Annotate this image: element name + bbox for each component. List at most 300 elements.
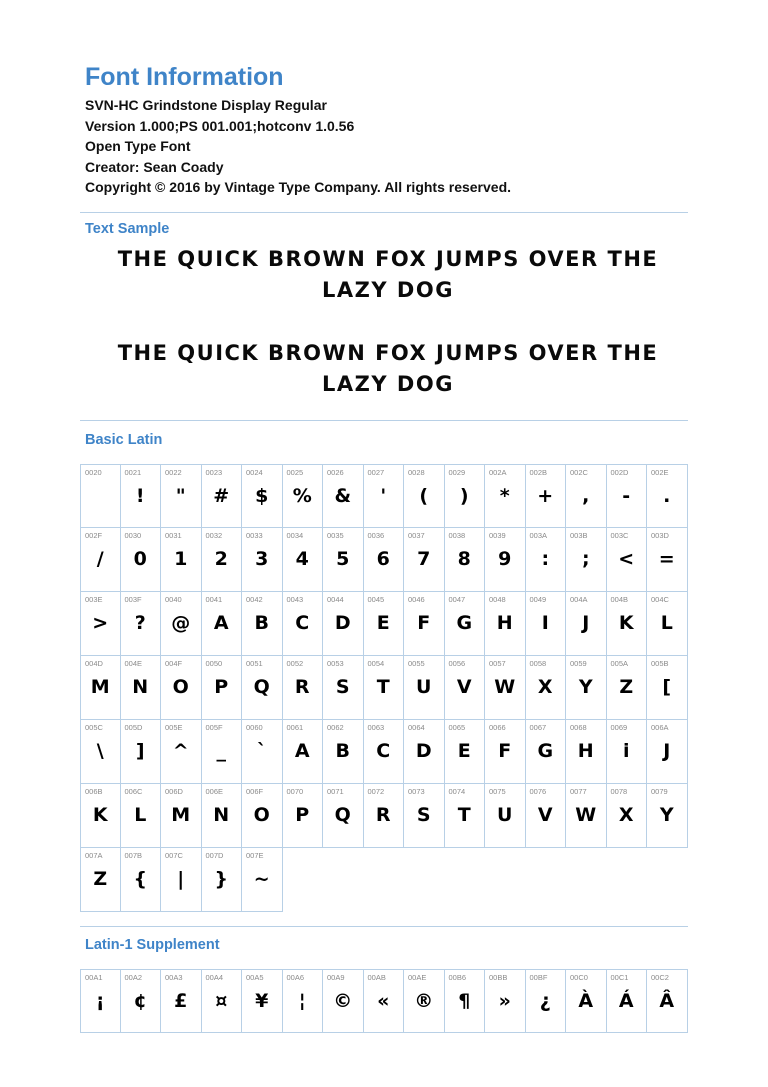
glyph-cell bbox=[445, 969, 486, 1033]
glyph-code: 005C bbox=[85, 722, 103, 732]
glyph-sample: S bbox=[416, 803, 431, 826]
glyph-sample: 6 bbox=[376, 547, 390, 570]
glyph-cell bbox=[566, 784, 607, 848]
glyph-cell bbox=[242, 848, 283, 912]
glyph-sample: i bbox=[622, 739, 630, 762]
glyph-code: 0057 bbox=[489, 658, 506, 668]
glyph-code: 0067 bbox=[529, 722, 547, 732]
glyph-cell bbox=[607, 969, 648, 1033]
glyph-sample: H bbox=[577, 739, 594, 762]
basic-latin-grid bbox=[80, 464, 688, 912]
glyph-sample: O bbox=[253, 803, 270, 826]
glyph-sample: N bbox=[213, 803, 230, 826]
glyph-sample: J bbox=[582, 611, 590, 634]
font-name: SVN-HC Grindstone Display Regular bbox=[85, 97, 327, 113]
glyph-cell bbox=[242, 528, 283, 592]
glyph-sample: £ bbox=[174, 989, 188, 1012]
glyph-code: 005E bbox=[165, 722, 183, 732]
glyph-cell bbox=[364, 464, 405, 528]
glyph-code: 004A bbox=[570, 594, 588, 604]
glyph-cell bbox=[202, 592, 243, 656]
glyph-code: 0029 bbox=[448, 467, 466, 477]
glyph-cell bbox=[566, 528, 607, 592]
glyph-code: 00AE bbox=[408, 972, 427, 982]
glyph-sample: E bbox=[457, 739, 471, 762]
glyph-cell bbox=[364, 592, 405, 656]
sample-line: THE QUICK BROWN FOX JUMPS OVER THE bbox=[117, 246, 659, 271]
glyph-code: 007B bbox=[124, 850, 143, 860]
glyph-cell bbox=[202, 656, 243, 720]
glyph-sample: C bbox=[295, 611, 310, 634]
glyph-sample: P bbox=[295, 803, 310, 826]
glyph-sample: V bbox=[456, 675, 472, 698]
glyph-code: 002B bbox=[529, 467, 548, 477]
glyph-cell bbox=[566, 464, 607, 528]
glyph-cell bbox=[607, 464, 648, 528]
glyph-cell bbox=[364, 720, 405, 784]
glyph-code: 0037 bbox=[408, 530, 425, 540]
glyph-cell bbox=[80, 784, 121, 848]
glyph-cell bbox=[161, 528, 202, 592]
glyph-code: 006B bbox=[85, 786, 103, 796]
glyph-sample: 3 bbox=[255, 547, 269, 570]
glyph-cell bbox=[526, 656, 567, 720]
glyph-sample: Z bbox=[93, 867, 108, 890]
font-version: Version 1.000;PS 001.001;hotconv 1.0.56 bbox=[85, 117, 355, 134]
glyph-sample: J bbox=[663, 739, 671, 762]
glyph-code: 0071 bbox=[327, 786, 344, 796]
glyph-sample: ? bbox=[134, 611, 146, 634]
glyph-cell bbox=[161, 720, 202, 784]
glyph-sample: $ bbox=[255, 484, 269, 507]
glyph-code: 0069 bbox=[610, 722, 628, 732]
glyph-cell bbox=[445, 656, 486, 720]
glyph-sample: « bbox=[377, 989, 390, 1012]
glyph-code: 0078 bbox=[610, 786, 628, 796]
glyph-code: 00BF bbox=[529, 972, 548, 982]
glyph-sample: ) bbox=[459, 484, 469, 507]
glyph-cell bbox=[607, 784, 648, 848]
glyph-sample: ( bbox=[419, 484, 429, 507]
glyph-sample: < bbox=[618, 547, 635, 570]
glyph-sample: # bbox=[213, 484, 230, 507]
glyph-code: 0070 bbox=[286, 786, 304, 796]
glyph-sample: G bbox=[537, 739, 554, 762]
glyph-code: 005F bbox=[205, 722, 223, 732]
glyph-cell bbox=[445, 784, 486, 848]
glyph-code: 003A bbox=[529, 530, 548, 540]
glyph-sample: & bbox=[334, 484, 352, 507]
glyph-code: 0028 bbox=[408, 467, 425, 477]
text-sample-block bbox=[80, 244, 688, 400]
glyph-cell bbox=[80, 848, 121, 912]
glyph-code: 0024 bbox=[246, 467, 263, 477]
glyph-sample: ' bbox=[380, 484, 387, 507]
glyph-cell bbox=[283, 656, 324, 720]
glyph-code: 0051 bbox=[246, 658, 263, 668]
glyph-sample: ; bbox=[581, 547, 590, 570]
glyph-cell bbox=[161, 969, 202, 1033]
sample-line: LAZY DOG bbox=[322, 277, 454, 302]
glyph-cell bbox=[323, 720, 364, 784]
glyph-sample: B bbox=[335, 739, 350, 762]
glyph-cell bbox=[80, 656, 121, 720]
latin1-grid bbox=[80, 969, 688, 1033]
glyph-cell bbox=[80, 720, 121, 784]
glyph-sample: Y bbox=[578, 675, 593, 698]
glyph-code: 0075 bbox=[489, 786, 506, 796]
glyph-code: 0035 bbox=[327, 530, 344, 540]
glyph-cell bbox=[607, 720, 648, 784]
glyph-code: 00AB bbox=[367, 972, 386, 982]
glyph-code: 007E bbox=[246, 850, 264, 860]
glyph-cell bbox=[607, 592, 648, 656]
glyph-code: 003E bbox=[85, 594, 103, 604]
glyph-cell bbox=[607, 528, 648, 592]
glyph-code: 0052 bbox=[286, 658, 304, 668]
glyph-cell bbox=[404, 969, 445, 1033]
glyph-cell bbox=[404, 656, 445, 720]
glyph-cell bbox=[526, 969, 567, 1033]
glyph-sample: Q bbox=[334, 803, 351, 826]
glyph-cell bbox=[202, 784, 243, 848]
glyph-code: 00B6 bbox=[448, 972, 467, 982]
glyph-sample: ~ bbox=[253, 867, 270, 890]
glyph-code: 0063 bbox=[367, 722, 385, 732]
glyph-code: 005A bbox=[610, 658, 629, 668]
glyph-code: 00C1 bbox=[610, 972, 629, 982]
glyph-cell bbox=[526, 720, 567, 784]
glyph-sample: C bbox=[376, 739, 391, 762]
glyph-code: 0064 bbox=[408, 722, 425, 732]
glyph-cell bbox=[364, 528, 405, 592]
glyph-sample: ¤ bbox=[215, 989, 228, 1012]
glyph-sample: V bbox=[537, 803, 553, 826]
glyph-sample: X bbox=[537, 675, 553, 698]
glyph-cell bbox=[283, 720, 324, 784]
glyph-code: 0034 bbox=[286, 530, 304, 540]
glyph-code: 006E bbox=[205, 786, 224, 796]
glyph-cell bbox=[242, 464, 283, 528]
glyph-sample: 1 bbox=[174, 547, 188, 570]
glyph-code: 0026 bbox=[327, 467, 344, 477]
glyph-sample: ` bbox=[257, 739, 267, 762]
glyph-cell bbox=[445, 720, 486, 784]
glyph-code: 002F bbox=[85, 530, 103, 540]
glyph-sample: ! bbox=[135, 484, 145, 507]
glyph-sample: N bbox=[132, 675, 149, 698]
basic-latin-heading: Basic Latin bbox=[85, 431, 163, 448]
glyph-cell bbox=[283, 592, 324, 656]
glyph-cell bbox=[485, 528, 526, 592]
glyph-sample: À bbox=[578, 989, 594, 1012]
glyph-sample: / bbox=[96, 547, 104, 570]
glyph-code: 0058 bbox=[529, 658, 547, 668]
glyph-sample: ^ bbox=[172, 739, 189, 762]
glyph-code: 0066 bbox=[489, 722, 506, 732]
glyph-code: 00A5 bbox=[246, 972, 264, 982]
glyph-sample: E bbox=[376, 611, 390, 634]
glyph-code: 006A bbox=[651, 722, 669, 732]
glyph-cell bbox=[485, 720, 526, 784]
glyph-code: 0055 bbox=[408, 658, 425, 668]
glyph-cell bbox=[647, 592, 688, 656]
glyph-code: 006F bbox=[246, 786, 264, 796]
glyph-cell bbox=[80, 528, 121, 592]
glyph-sample: R bbox=[294, 675, 310, 698]
glyph-code: 006D bbox=[165, 786, 183, 796]
font-creator: Creator: Sean Coady bbox=[85, 158, 224, 175]
glyph-code: 0060 bbox=[246, 722, 263, 732]
glyph-cell bbox=[445, 528, 486, 592]
glyph-cell bbox=[485, 784, 526, 848]
glyph-sample: M bbox=[90, 675, 110, 698]
glyph-sample: G bbox=[456, 611, 473, 634]
glyph-code: 0036 bbox=[367, 530, 385, 540]
glyph-cell bbox=[607, 656, 648, 720]
glyph-sample: B bbox=[254, 611, 269, 634]
glyph-code: 003B bbox=[570, 530, 588, 540]
glyph-code: 0023 bbox=[205, 467, 223, 477]
glyph-cell bbox=[404, 528, 445, 592]
glyph-sample: U bbox=[416, 675, 432, 698]
glyph-sample: F bbox=[417, 611, 431, 634]
glyph-sample: S bbox=[335, 675, 350, 698]
glyph-cell bbox=[526, 464, 567, 528]
glyph-code: 0049 bbox=[529, 594, 547, 604]
glyph-cell bbox=[121, 464, 162, 528]
glyph-sample: A bbox=[213, 611, 229, 634]
glyph-sample: K bbox=[618, 611, 634, 634]
glyph-code: 0062 bbox=[327, 722, 344, 732]
glyph-sample: Y bbox=[659, 803, 674, 826]
glyph-code: 00A2 bbox=[124, 972, 143, 982]
glyph-code: 0076 bbox=[529, 786, 547, 796]
glyph-cell bbox=[445, 592, 486, 656]
glyph-cell bbox=[80, 969, 121, 1033]
glyph-sample: * bbox=[499, 484, 510, 507]
glyph-sample: ¢ bbox=[133, 989, 147, 1012]
glyph-sample: - bbox=[622, 484, 631, 507]
glyph-cell bbox=[566, 969, 607, 1033]
glyph-cell bbox=[526, 528, 567, 592]
glyph-code: 0022 bbox=[165, 467, 182, 477]
font-copyright: Copyright © 2016 by Vintage Type Company. All rights reserved. bbox=[85, 179, 512, 195]
glyph-cell bbox=[80, 592, 121, 656]
glyph-code: 00C2 bbox=[651, 972, 669, 982]
glyph-cell bbox=[647, 656, 688, 720]
glyph-cell bbox=[202, 969, 243, 1033]
glyph-cell bbox=[242, 592, 283, 656]
glyph-code: 004C bbox=[651, 594, 669, 604]
glyph-cell bbox=[242, 720, 283, 784]
glyph-code: 0050 bbox=[205, 658, 223, 668]
divider bbox=[80, 926, 688, 927]
glyph-sample: | bbox=[177, 867, 185, 890]
glyph-code: 0054 bbox=[367, 658, 385, 668]
glyph-sample: O bbox=[172, 675, 189, 698]
glyph-sample: Z bbox=[619, 675, 634, 698]
glyph-sample: H bbox=[496, 611, 513, 634]
glyph-sample: D bbox=[334, 611, 351, 634]
glyph-cell bbox=[647, 464, 688, 528]
glyph-code: 0041 bbox=[205, 594, 223, 604]
glyph-code: 00BB bbox=[489, 972, 508, 982]
glyph-code: 0021 bbox=[124, 467, 142, 477]
glyph-cell bbox=[121, 720, 162, 784]
glyph-cell bbox=[566, 720, 607, 784]
glyph-code: 0079 bbox=[651, 786, 668, 796]
glyph-sample: P bbox=[214, 675, 229, 698]
glyph-cell bbox=[283, 528, 324, 592]
glyph-sample: L bbox=[134, 803, 147, 826]
glyph-cell bbox=[161, 784, 202, 848]
glyph-code: 0061 bbox=[286, 722, 304, 732]
glyph-code: 003D bbox=[651, 530, 669, 540]
glyph-sample: Â bbox=[659, 989, 675, 1012]
glyph-code: 004D bbox=[85, 658, 103, 668]
glyph-sample: Á bbox=[618, 989, 634, 1012]
glyph-code: 0039 bbox=[489, 530, 506, 540]
glyph-sample: ® bbox=[414, 989, 434, 1012]
glyph-cell bbox=[404, 784, 445, 848]
text-sample-heading: Text Sample bbox=[85, 220, 170, 237]
glyph-sample: ¶ bbox=[458, 989, 471, 1012]
glyph-sample: 0 bbox=[133, 547, 147, 570]
glyph-cell bbox=[526, 592, 567, 656]
glyph-cell bbox=[647, 784, 688, 848]
glyph-sample: ¡ bbox=[95, 989, 105, 1012]
glyph-cell bbox=[485, 656, 526, 720]
glyph-cell bbox=[202, 464, 243, 528]
latin1-heading: Latin-1 Supplement bbox=[85, 936, 220, 953]
glyph-sample: ¦ bbox=[298, 989, 306, 1012]
glyph-code: 005D bbox=[124, 722, 143, 732]
glyph-code: 006C bbox=[124, 786, 143, 796]
glyph-cell bbox=[161, 656, 202, 720]
glyph-sample: , bbox=[582, 484, 590, 507]
glyph-cell bbox=[445, 464, 486, 528]
glyph-cell bbox=[404, 720, 445, 784]
glyph-cell bbox=[647, 720, 688, 784]
glyph-sample: } bbox=[214, 867, 229, 890]
glyph-cell bbox=[242, 656, 283, 720]
glyph-sample: 8 bbox=[457, 547, 471, 570]
glyph-cell bbox=[242, 969, 283, 1033]
glyph-cell bbox=[566, 656, 607, 720]
glyph-code: 003C bbox=[610, 530, 629, 540]
glyph-sample: R bbox=[375, 803, 391, 826]
glyph-sample: \ bbox=[96, 739, 104, 762]
glyph-cell bbox=[364, 784, 405, 848]
glyph-sample: © bbox=[333, 989, 353, 1012]
glyph-cell bbox=[161, 464, 202, 528]
glyph-cell bbox=[647, 969, 688, 1033]
glyph-code: 00A6 bbox=[286, 972, 305, 982]
glyph-code: 002D bbox=[610, 467, 629, 477]
glyph-code: 0042 bbox=[246, 594, 263, 604]
glyph-cell bbox=[121, 848, 162, 912]
glyph-sample: 2 bbox=[214, 547, 228, 570]
glyph-code: 004E bbox=[124, 658, 143, 668]
glyph-sample: W bbox=[494, 675, 516, 698]
glyph-sample: { bbox=[133, 867, 148, 890]
glyph-sample: A bbox=[294, 739, 310, 762]
glyph-sample: @ bbox=[171, 611, 191, 634]
glyph-code: 0031 bbox=[165, 530, 182, 540]
glyph-code: 0053 bbox=[327, 658, 344, 668]
glyph-sample: + bbox=[537, 484, 554, 507]
glyph-cell bbox=[323, 592, 364, 656]
glyph-code: 004B bbox=[610, 594, 629, 604]
glyph-cell bbox=[121, 969, 162, 1033]
glyph-cell bbox=[283, 969, 324, 1033]
glyph-code: 0040 bbox=[165, 594, 182, 604]
glyph-cell bbox=[283, 464, 324, 528]
glyph-cell bbox=[566, 592, 607, 656]
glyph-cell bbox=[404, 464, 445, 528]
glyph-sample: X bbox=[618, 803, 634, 826]
glyph-code: 002C bbox=[570, 467, 588, 477]
glyph-cell bbox=[485, 592, 526, 656]
glyph-code: 0045 bbox=[367, 594, 385, 604]
glyph-cell bbox=[121, 656, 162, 720]
sample-line: THE QUICK BROWN FOX JUMPS OVER THE bbox=[117, 340, 659, 365]
glyph-code: 0048 bbox=[489, 594, 506, 604]
glyph-sample: 7 bbox=[417, 547, 431, 570]
glyph-sample: % bbox=[292, 484, 312, 507]
glyph-cell bbox=[242, 784, 283, 848]
glyph-code: 003F bbox=[124, 594, 142, 604]
glyph-cell bbox=[161, 592, 202, 656]
glyph-sample: Q bbox=[253, 675, 270, 698]
glyph-code: 0020 bbox=[85, 467, 102, 477]
glyph-code: 007D bbox=[205, 850, 224, 860]
glyph-sample: K bbox=[92, 803, 108, 826]
glyph-sample: ¥ bbox=[255, 989, 269, 1012]
glyph-cell bbox=[323, 784, 364, 848]
glyph-sample: F bbox=[498, 739, 512, 762]
glyph-code: 0065 bbox=[448, 722, 466, 732]
glyph-code: 0047 bbox=[448, 594, 466, 604]
glyph-cell bbox=[485, 464, 526, 528]
glyph-sample: M bbox=[171, 803, 191, 826]
glyph-cell bbox=[323, 969, 364, 1033]
glyph-code: 00A3 bbox=[165, 972, 183, 982]
glyph-cell bbox=[364, 656, 405, 720]
glyph-cell bbox=[202, 720, 243, 784]
sample-line: LAZY DOG bbox=[322, 371, 454, 396]
glyph-cell bbox=[526, 784, 567, 848]
glyph-cell bbox=[121, 784, 162, 848]
glyph-sample: " bbox=[175, 484, 186, 507]
glyph-code: 0043 bbox=[286, 594, 304, 604]
glyph-sample: : bbox=[541, 547, 550, 570]
divider bbox=[80, 420, 688, 421]
glyph-sample: = bbox=[658, 547, 675, 570]
glyph-sample: 5 bbox=[336, 547, 350, 570]
font-info-page bbox=[80, 62, 688, 1033]
glyph-sample: _ bbox=[216, 739, 226, 762]
glyph-cell bbox=[404, 592, 445, 656]
glyph-cell bbox=[161, 848, 202, 912]
glyph-code: 0046 bbox=[408, 594, 425, 604]
glyph-cell bbox=[202, 528, 243, 592]
glyph-cell bbox=[121, 528, 162, 592]
glyph-code: 005B bbox=[651, 658, 669, 668]
glyph-sample: W bbox=[575, 803, 597, 826]
glyph-code: 0072 bbox=[367, 786, 385, 796]
